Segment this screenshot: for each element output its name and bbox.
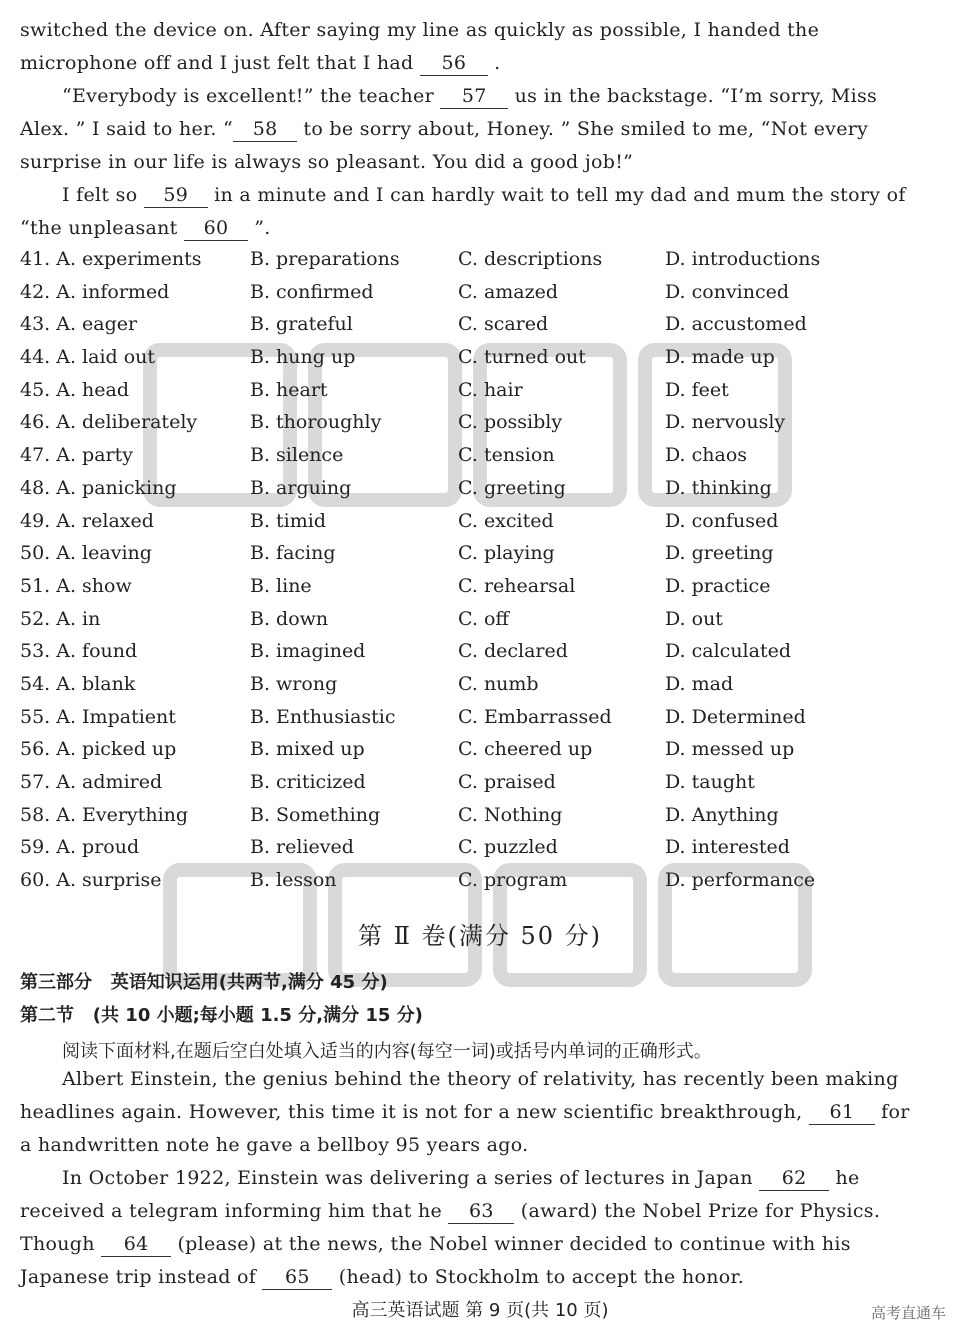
option-b[interactable]: B. thoroughly: [250, 411, 382, 434]
option-d[interactable]: D. performance: [665, 869, 816, 892]
option-a[interactable]: 48. A. panicking: [20, 476, 177, 499]
blank-56[interactable]: 56: [420, 51, 488, 76]
option-row: [20, 571, 920, 604]
option-a[interactable]: 59. A. proud: [20, 836, 140, 859]
option-d[interactable]: D. Determined: [665, 705, 806, 728]
option-d[interactable]: D. chaos: [665, 444, 748, 467]
option-d[interactable]: D. introductions: [665, 248, 821, 270]
text: .: [487, 52, 501, 74]
passage-line: surprise in our life is always so pleasant. You did a good job!”: [20, 151, 634, 173]
option-row: [20, 277, 920, 310]
text: Though: [20, 1233, 102, 1255]
option-row: [20, 538, 920, 571]
option-c[interactable]: C. Nothing: [458, 803, 563, 826]
option-c[interactable]: C. praised: [458, 771, 556, 793]
option-d[interactable]: D. messed up: [665, 738, 795, 761]
passage-line: [20, 1228, 872, 1261]
option-b[interactable]: B. imagined: [250, 640, 366, 663]
option-a[interactable]: 53. A. found: [20, 640, 138, 663]
option-b[interactable]: B. lesson: [250, 869, 337, 892]
option-b[interactable]: B. hung up: [250, 346, 356, 369]
text: ”.: [247, 217, 271, 239]
option-a[interactable]: 47. A. party: [20, 444, 133, 467]
option-d[interactable]: D. practice: [665, 574, 771, 597]
text: us in the backstage. “I’m sorry, Miss: [508, 85, 878, 107]
passage-line: [20, 1195, 881, 1228]
section2-heading: 第二节 (共 10 小题;每小题 1.5 分,满分 15 分): [20, 1005, 423, 1026]
option-d[interactable]: D. accustomed: [665, 313, 807, 336]
blank-65[interactable]: 65: [262, 1265, 332, 1290]
passage-line: [20, 212, 872, 245]
option-b[interactable]: B. relieved: [250, 836, 354, 859]
option-a[interactable]: 43. A. eager: [20, 313, 138, 336]
option-b[interactable]: B. heart: [250, 378, 328, 401]
option-a[interactable]: 49. A. relaxed: [20, 509, 154, 532]
option-a[interactable]: 56. A. picked up: [20, 738, 177, 761]
part3-heading: 第三部分 英语知识运用(共两节,满分 45 分): [20, 972, 388, 993]
option-c[interactable]: C. cheered up: [458, 738, 593, 761]
passage-line: Albert Einstein, the genius behind the theory of relativity, has recently been making: [62, 1068, 899, 1090]
text: (please) at the news, the Nobel winner decided to continue with his: [171, 1233, 851, 1255]
option-d[interactable]: D. mad: [665, 672, 734, 695]
option-c[interactable]: C. possibly: [458, 411, 563, 434]
option-c[interactable]: C. amazed: [458, 280, 559, 303]
option-row: [20, 506, 920, 539]
passage-line: switched the device on. After saying my line as quickly as possible, I handed the: [20, 19, 820, 41]
option-a[interactable]: 58. A. Everything: [20, 803, 189, 826]
option-row: [20, 702, 920, 735]
passage-line: [20, 80, 878, 113]
option-b[interactable]: B. wrong: [250, 672, 338, 695]
option-b[interactable]: B. facing: [250, 542, 336, 565]
option-a[interactable]: 50. A. leaving: [20, 542, 152, 565]
option-c[interactable]: C. tension: [458, 444, 555, 467]
option-row: [20, 865, 920, 898]
blank-61[interactable]: 61: [809, 1100, 875, 1125]
text: I felt so: [62, 184, 144, 206]
passage-line: a handwritten note he gave a bellboy 95 years ago.: [20, 1134, 529, 1156]
option-c[interactable]: C. scared: [458, 313, 549, 336]
text: Japanese trip instead of: [20, 1266, 263, 1288]
passage-line: [20, 1096, 910, 1129]
option-b[interactable]: B. confirmed: [250, 280, 374, 303]
option-b[interactable]: B. preparations: [250, 248, 400, 270]
option-d[interactable]: D. convinced: [665, 280, 790, 303]
blank-62[interactable]: 62: [759, 1166, 829, 1191]
option-a[interactable]: 51. A. show: [20, 574, 132, 597]
text: Alex. ” I said to her. “: [20, 118, 234, 140]
option-d[interactable]: D. confused: [665, 509, 779, 532]
section-title: 第 Ⅱ 卷(满分 50 分): [357, 922, 603, 950]
option-d[interactable]: D. greeting: [665, 542, 774, 565]
option-row: [20, 734, 920, 767]
blank-64[interactable]: 64: [101, 1232, 171, 1257]
option-a[interactable]: 55. A. Impatient: [20, 705, 176, 728]
option-a[interactable]: 41. A. experiments: [20, 248, 202, 270]
option-d[interactable]: D. taught: [665, 771, 755, 793]
option-b[interactable]: B. criticized: [250, 771, 366, 793]
text: “the unpleasant: [20, 217, 184, 239]
option-d[interactable]: D. nervously: [665, 411, 786, 434]
option-c[interactable]: C. program: [458, 869, 568, 892]
option-c[interactable]: C. rehearsal: [458, 574, 576, 597]
text: microphone off and I just felt that I had: [20, 52, 420, 74]
text: to be sorry about, Honey. ” She smiled to me, “Not every: [297, 118, 869, 140]
option-c[interactable]: C. puzzled: [458, 836, 558, 859]
option-b[interactable]: B. grateful: [250, 313, 353, 336]
option-row: [20, 440, 920, 473]
option-a[interactable]: 42. A. informed: [20, 280, 170, 303]
blank-58[interactable]: 58: [233, 117, 297, 142]
option-a[interactable]: 45. A. head: [20, 378, 130, 401]
passage-top: [20, 14, 906, 245]
option-c[interactable]: C. excited: [458, 509, 554, 532]
option-row: [20, 375, 920, 408]
option-d[interactable]: D. feet: [665, 378, 729, 401]
option-b[interactable]: B. timid: [250, 509, 327, 532]
option-row: [20, 767, 920, 800]
option-d[interactable]: D. out: [665, 607, 723, 630]
option-row: [20, 604, 920, 637]
option-row: [20, 636, 920, 669]
option-a[interactable]: 54. A. blank: [20, 672, 136, 695]
option-b[interactable]: B. Enthusiastic: [250, 705, 396, 728]
text: (head) to Stockholm to accept the honor.: [332, 1266, 745, 1288]
option-row: [20, 342, 920, 375]
blank-63[interactable]: 63: [448, 1199, 514, 1224]
option-row: [20, 407, 920, 440]
multiple-choice-options: [20, 244, 920, 898]
option-b[interactable]: B. arguing: [250, 476, 352, 499]
option-c[interactable]: C. hair: [458, 378, 523, 401]
option-c[interactable]: C. greeting: [458, 476, 566, 499]
option-d[interactable]: D. Anything: [665, 803, 779, 826]
text: In October 1922, Einstein was delivering a series of lectures in Japan: [62, 1167, 760, 1189]
option-row: [20, 309, 920, 342]
option-c[interactable]: C. descriptions: [458, 248, 603, 270]
option-c[interactable]: C. declared: [458, 640, 568, 663]
option-b[interactable]: B. silence: [250, 444, 344, 467]
blank-59[interactable]: 59: [144, 183, 208, 208]
option-a[interactable]: 52. A. in: [20, 607, 101, 630]
option-d[interactable]: D. made up: [665, 346, 775, 369]
page-footer: 高三英语试题 第 9 页(共 10 页): [351, 1300, 609, 1321]
instruction-text: 阅读下面材料,在题后空白处填入适当的内容(每空一词)或括号内单词的正确形式。: [62, 1041, 712, 1062]
option-row: [20, 832, 920, 865]
option-a[interactable]: 46. A. deliberately: [20, 411, 198, 434]
text: in a minute and I can hardly wait to tell my dad and mum the story of: [207, 184, 906, 206]
option-d[interactable]: D. interested: [665, 836, 790, 859]
passage-line: [20, 1261, 872, 1294]
corner-watermark: 高考直通车: [870, 1304, 946, 1322]
option-row: [20, 473, 920, 506]
option-row: [20, 669, 920, 702]
option-a[interactable]: 60. A. surprise: [20, 869, 162, 892]
blank-57[interactable]: 57: [440, 84, 508, 109]
text: received a telegram informing him that he: [20, 1200, 449, 1222]
option-c[interactable]: C. turned out: [458, 346, 586, 369]
option-c[interactable]: C. Embarrassed: [458, 705, 612, 728]
option-row: [20, 800, 920, 833]
text: for: [874, 1101, 910, 1123]
option-b[interactable]: B. mixed up: [250, 738, 365, 761]
option-c[interactable]: C. playing: [458, 542, 555, 565]
option-b[interactable]: B. line: [250, 574, 312, 597]
passage-bottom: [20, 1063, 910, 1294]
option-row: [20, 244, 920, 277]
passage-line: [20, 113, 872, 146]
option-b[interactable]: B. down: [250, 607, 329, 630]
text: “Everybody is excellent!” the teacher: [62, 85, 441, 107]
option-b[interactable]: B. Something: [250, 803, 381, 826]
option-c[interactable]: C. off: [458, 607, 509, 630]
option-a[interactable]: 57. A. admired: [20, 771, 163, 793]
passage-line: [20, 179, 906, 212]
text: he: [829, 1167, 860, 1189]
option-c[interactable]: C. numb: [458, 672, 539, 695]
option-d[interactable]: D. calculated: [665, 640, 792, 663]
passage-line: [20, 47, 872, 80]
passage-line: [20, 1162, 872, 1195]
text: headlines again. However, this time it is not for a new scientific breakthrough,: [20, 1101, 809, 1123]
blank-60[interactable]: 60: [184, 216, 248, 241]
option-d[interactable]: D. thinking: [665, 476, 772, 499]
option-a[interactable]: 44. A. laid out: [20, 346, 156, 369]
text: (award) the Nobel Prize for Physics.: [514, 1200, 881, 1222]
